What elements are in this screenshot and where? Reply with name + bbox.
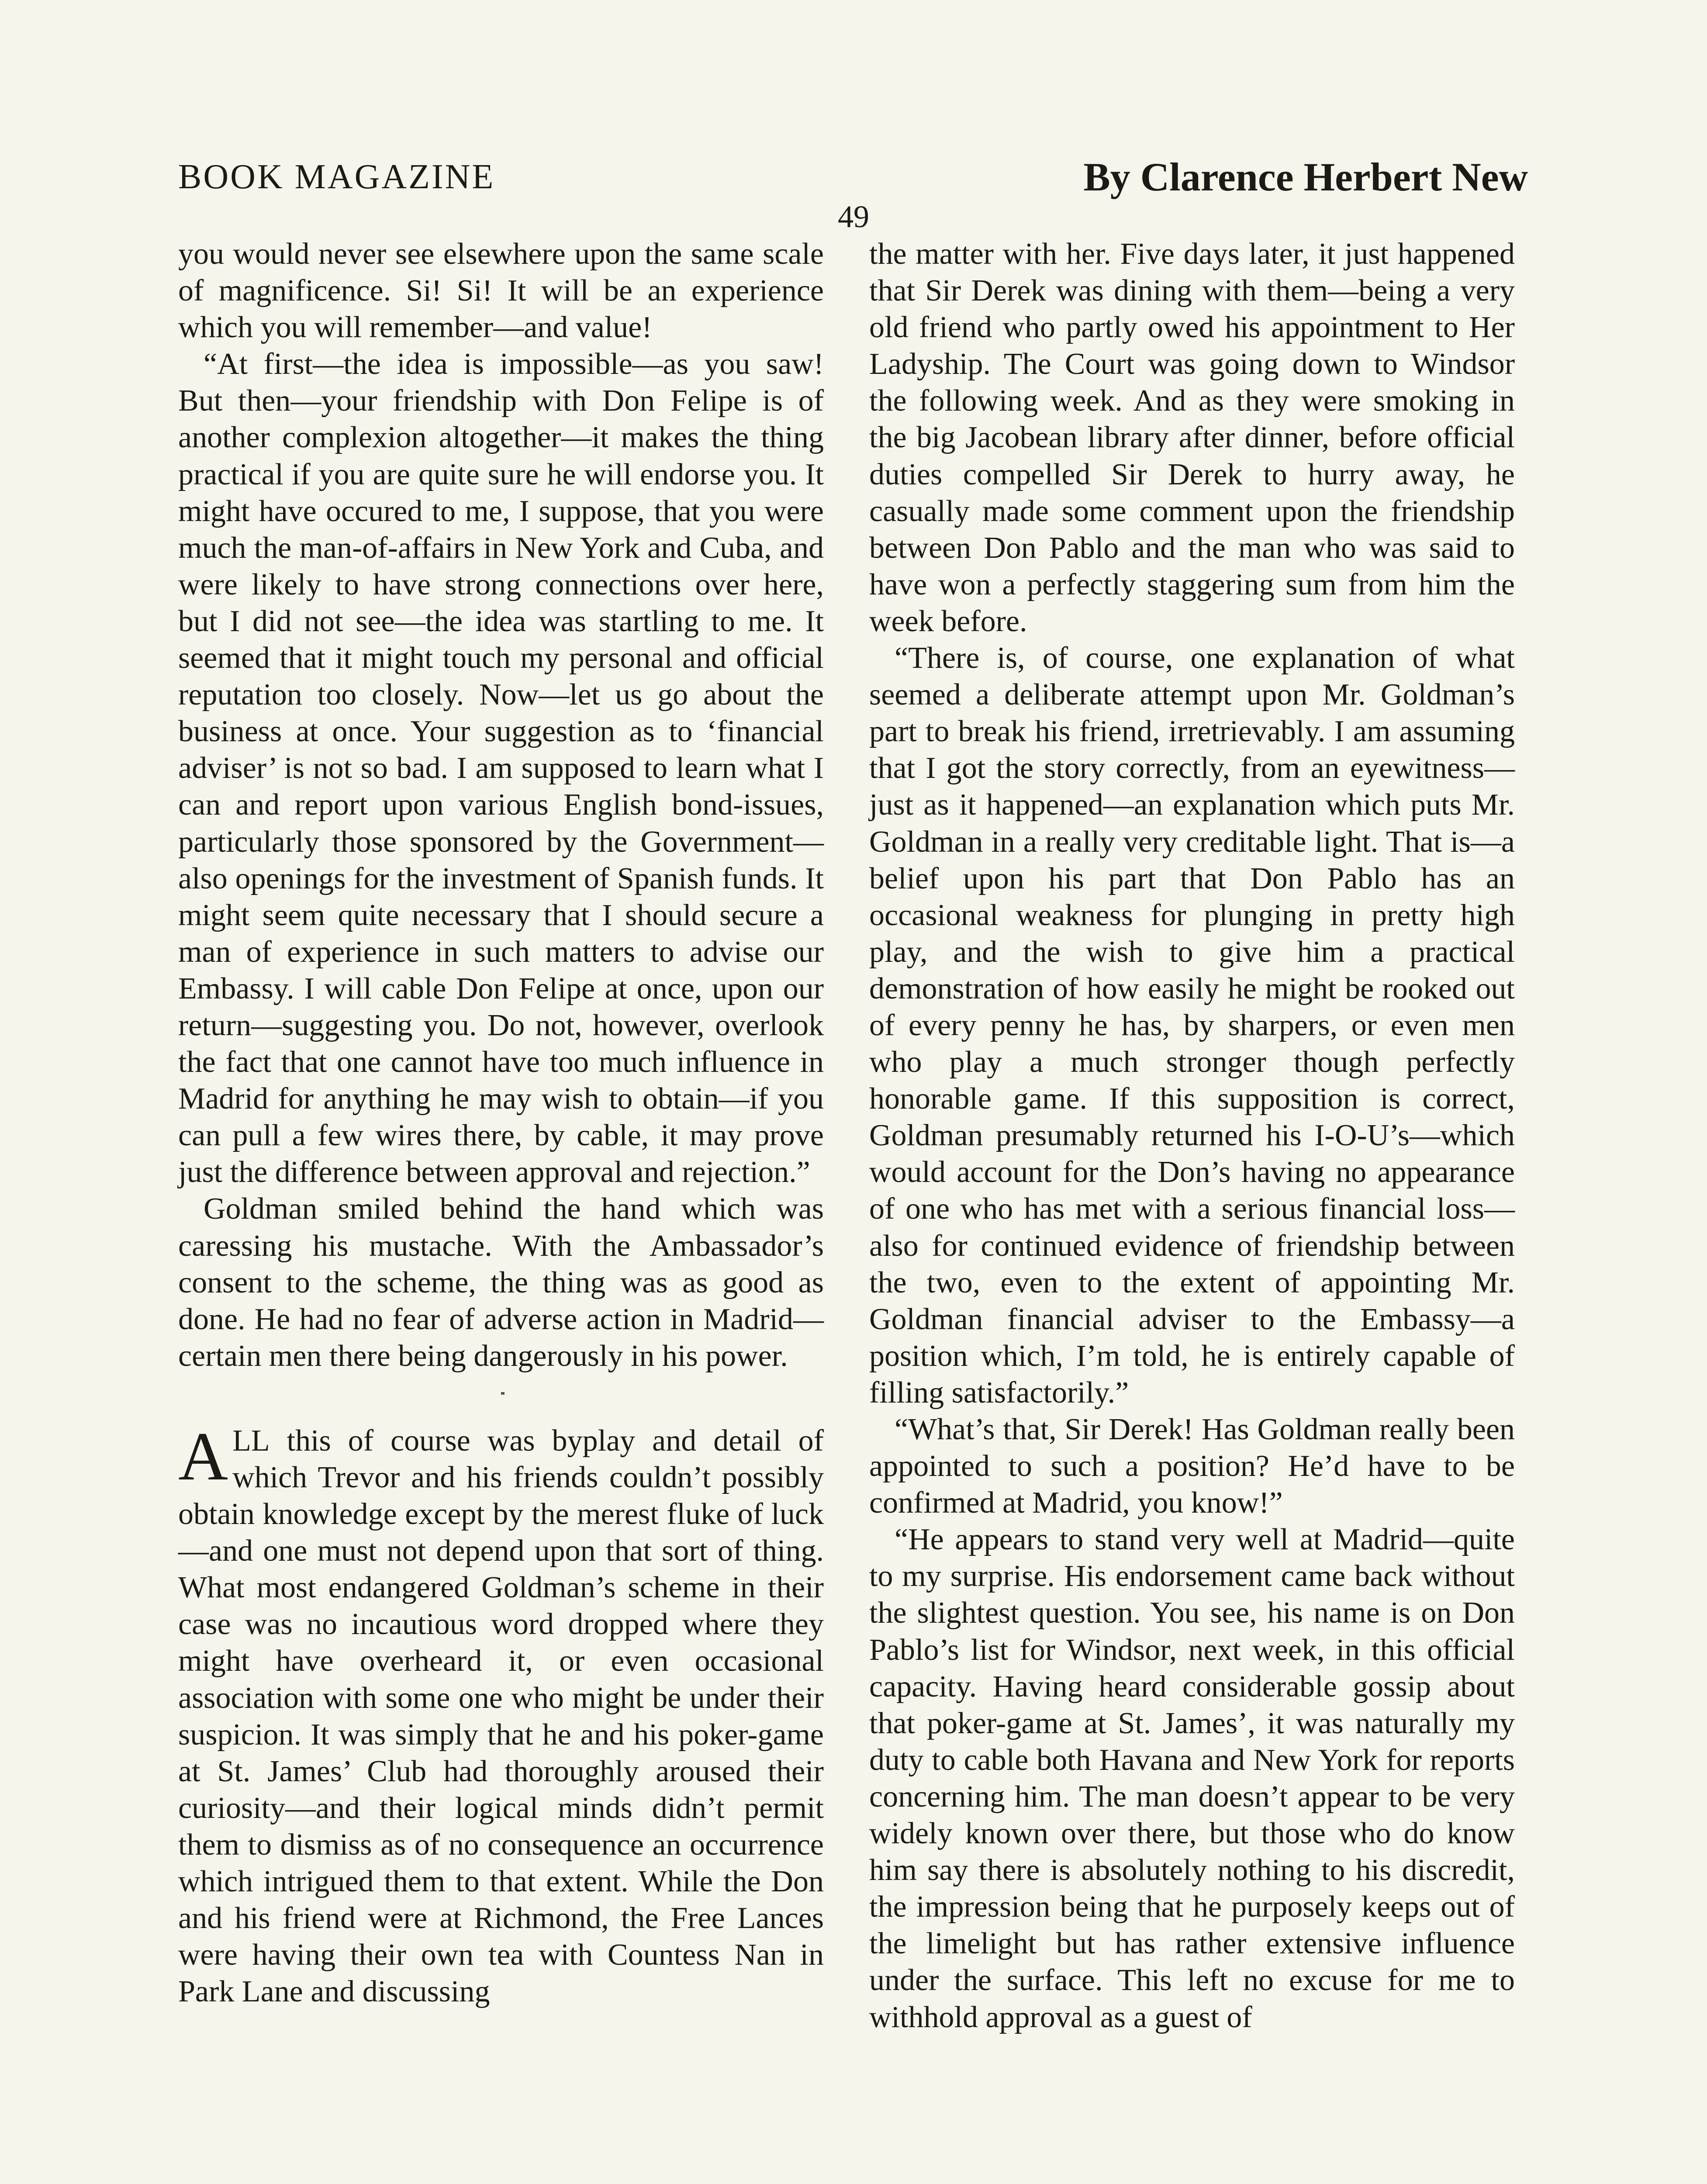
paragraph: “What’s that, Sir Derek! Has Goldman really been appointed to such a position? He’d have to be confirmed at Madrid, you know!” xyxy=(869,1413,1515,1520)
paragraph: Goldman smiled behind the hand which was caressing his mustache. With the Ambassador’s consent to the scheme, the thing was as good as done. He had no fear of adverse action in Madrid—certain men there being dangerously in his power. xyxy=(178,1192,824,1373)
running-header-magazine: BOOK MAGAZINE xyxy=(178,158,495,196)
paragraph: you would never see elsewhere upon the same scale of magnificence. Si! Si! It will be an experience which you will remember—and value! xyxy=(178,237,824,345)
running-header-author: By Clarence Herbert New xyxy=(1083,155,1528,199)
section-break xyxy=(178,1375,824,1423)
drop-cap-smallcaps: LL xyxy=(232,1424,270,1458)
paragraph: the matter with her. Five days later, it just happened that Sir Derek was dining with them—being a very old friend who partly owed his appointment to Her Ladyship. The Court was going down to Windsor the following week. And as they were smoking in the big Jacobean library after dinner, before official duties compelled Sir Derek to hurry away, he casually made some comment upon the friendship between Don Pablo and the man who was said to have won a perfectly staggering sum from him the week before. xyxy=(869,237,1515,638)
page-number: 49 xyxy=(838,199,869,234)
section-break-mark xyxy=(501,1392,504,1395)
paragraph: “He appears to stand very well at Madrid—quite to my surprise. His endorsement came back without the slightest question. You see, his name is on Don Pablo’s list for Windsor, next week, in this official capacity. Having heard considerable gossip about that poker-game at St. James’, it was naturally my duty to cable both Havana and New York for reports concerning him. The man doesn’t appear to be very widely known over there, but those who do know him say there is absolutely nothing to his discredit, the impression being that he purposely keeps out of the limelight but has rather extensive influence under the surface. This left no excuse for me to withhold approval as a guest of xyxy=(869,1523,1515,2034)
paragraph: “At first—the idea is impossible—as you saw! But then—your friendship with Don Felipe is of another complexion altogether—it makes the thing practical if you are quite sure he will endorse you. It might have occured to me, I suppose, that you were much the man-of-affairs in New York and Cuba, and were likely to have strong connections over here, but I did not see—the idea was startling to me. It seemed that it might touch my personal and official reputation too closely. Now—let us go about the business at once. Your suggestion as to ‘financial adviser’ is not so bad. I am supposed to learn what I can and report upon various English bond-issues, particularly those sponsored by the Government—also openings for the investment of Spanish funds. It might seem quite necessary that I should secure a man of experience in such matters to advise our Embassy. I will cable Don Felipe at once, upon our return—suggesting you. Do not, however, overlook the fact that one cannot have too much influence in Madrid for anything he may wish to obtain—if you can pull a few wires there, by cable, it may prove just the difference between approval and rejection.” xyxy=(178,347,824,1189)
drop-cap: A xyxy=(178,1418,228,1495)
paragraph: “There is, of course, one explanation of what seemed a deliberate attempt upon Mr. Goldman’s part to break his friend, irretrievably. I am assuming that I got the story correctly, from an eyewitness—just as it happened—an explanation which puts Mr. Goldman in a really very creditable light. That is—a belief upon his part that Don Pablo has an occasional weakness for plunging in pretty high play, and the wish to give him a practical demonstration of how easily he might be rooked out of every penny he has, by sharpers, or even men who play a much stronger though perfectly honorable game. If this supposition is correct, Goldman presumably returned his I-O-U’s—which would account for the Don’s having no appearance of one who has met with a serious financial loss—also for continued evidence of friendship between the two, even to the extent of appointing Mr. Goldman financial adviser to the Embassy—a position which, I’m told, he is entirely capable of filling satisfactorily.” xyxy=(869,641,1515,1410)
paragraph-with-drop-cap xyxy=(178,1418,824,2011)
paragraph-text: this of course was byplay and detail of which Trevor and his friends couldn’t possibly obtain knowledge except by the merest fluke of luck—and one must not depend upon that sort of thing. What most endangered Goldman’s scheme in their case was no incautious word dropped where they might have overheard it, or even occasional association with some one who might be under their suspicion. It was simply that he and his poker-game at St. James’ Club had thoroughly aroused their curiosity—and their logical minds didn’t permit them to dismiss as of no consequence an occurrence which intrigued them to that extent. While the Don and his friend were at Richmond, the Free Lances were having their own tea with Countess Nan in Park Lane and discussing xyxy=(178,1424,824,2009)
right-column xyxy=(869,236,1515,2036)
left-column xyxy=(178,236,824,2010)
